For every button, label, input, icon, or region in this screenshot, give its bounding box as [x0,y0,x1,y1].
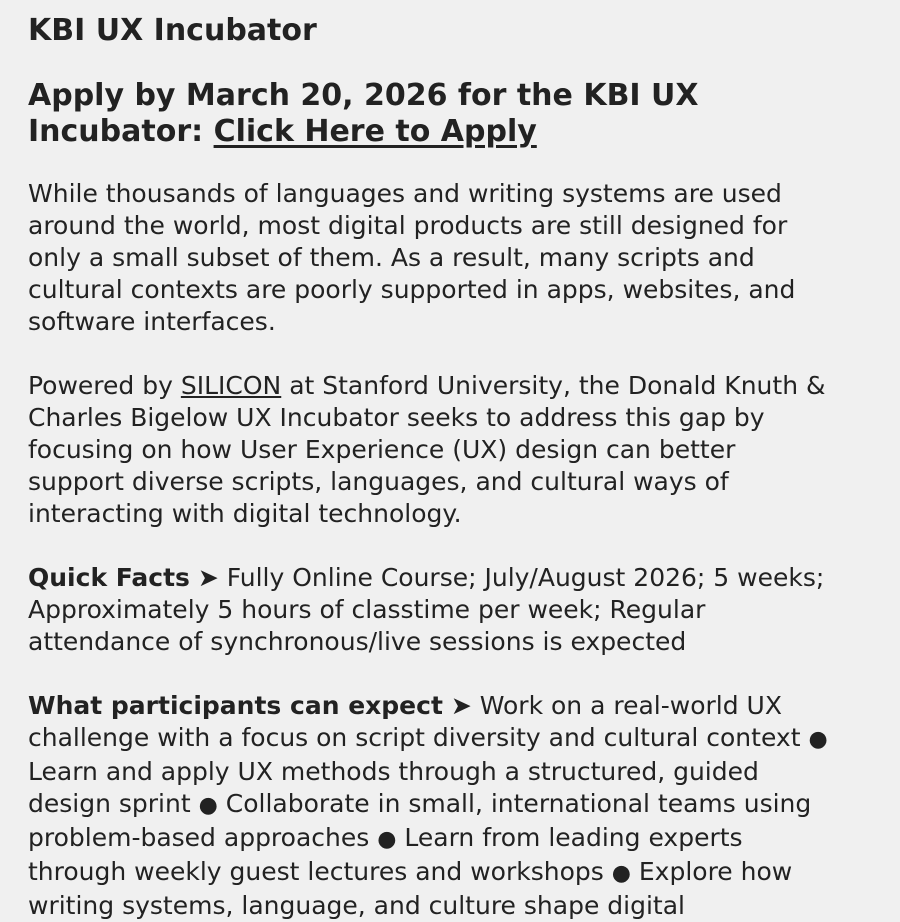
powered-by-prefix: Powered by [28,371,181,400]
quick-facts-arrow: ➤ [189,563,227,592]
expect-label: What participants can expect [28,691,443,720]
apply-link[interactable]: Click Here to Apply [213,114,537,149]
expect-arrow: ➤ [442,691,480,720]
powered-by-text: at Stanford University, the Donald Knuth & Charles Bigelow UX Incubator seeks to address this gap by focusing on how User Experience (UX) design can better support diverse scripts, languages, and cultural ways of interacting with digital technology. [28,371,826,528]
quick-facts-label: Quick Facts [28,563,190,592]
apply-heading [28,78,748,150]
intro-paragraph: While thousands of languages and writing systems are used around the world, most digital products are still designed for only a small subset of them. As a result, many scripts and cultural contexts are poorly supported in apps, websites, and software interfaces. [28,179,796,336]
expect-item: Learn and apply UX methods through a structured, guided design sprint [28,757,759,818]
apply-heading-text: Apply by March 20, 2026 for the KBI UX Incubator: [28,78,699,149]
silicon-link[interactable]: SILICON [180,371,282,400]
bullet-icon: ● [808,727,828,752]
bullet-icon: ● [377,827,397,852]
quick-facts-text: Fully Online Course; July/August 2026; 5 weeks; Approximately 5 hours of classtime per week; Regular attendance of synchronous/live sessions is expected [28,563,825,656]
site-title: KBI UX Incubator [28,13,317,48]
expect-item: Work on a real-world UX challenge with a focus on script diversity and cultural context [28,691,801,752]
expect-item: Collaborate in small, international teams using problem-based approaches [28,789,812,852]
expect-paragraph [28,690,828,922]
expect-item: Learn from leading experts through weekly guest lectures and workshops [28,823,743,886]
bullet-icon: ● [611,861,631,886]
bullet-icon: ● [198,793,218,818]
powered-by-paragraph [28,370,828,530]
quick-facts-paragraph [28,562,828,658]
expect-item: Explore how writing systems, language, and culture shape digital [28,857,793,920]
